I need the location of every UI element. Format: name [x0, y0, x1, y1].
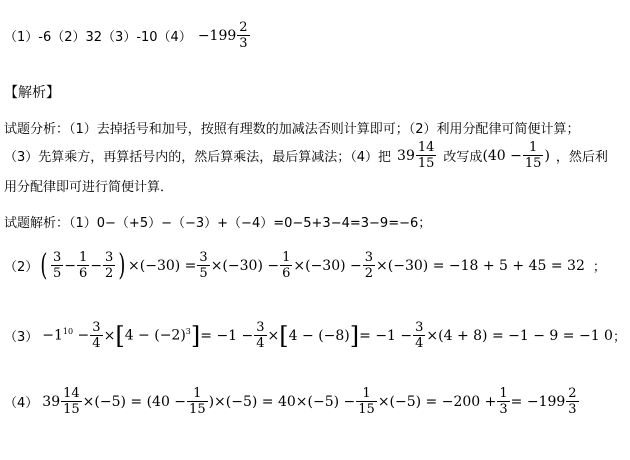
answer-frac-num: 2	[239, 20, 248, 35]
answer-value: −199	[197, 27, 237, 44]
equation-3: （3） $-1^{10}$ − $\frac{3}{4}$ × [ $4 - (-2)^3$ ] = −1 − $\frac{3}{4}$ × [ 4 − (−8) ] = −1 − $\frac{3}{4}$ ×(4 + 8) = −1 − 9 = −1 0 ；	[4, 320, 626, 351]
eq3-label: （3）	[4, 330, 39, 345]
answer-prefix: （1）-6（2）32（3）-10（4）	[4, 30, 192, 45]
section-title: 【解析】	[4, 85, 60, 101]
analysis-line-1: 试题分析：（1）去掉括号和加号，按照有理数的加减法否则计算即可；（2）利用分配律可简便计算；	[4, 122, 580, 137]
analysis-frac2-num: 1	[523, 140, 544, 156]
eq4-label: （4）	[4, 396, 39, 411]
analysis-frac-num: 14	[417, 140, 435, 155]
analysis-line-2-b: 改写成	[443, 150, 483, 165]
equation-2: （2） ( $\frac{3}{5}$ − $\frac{1}{6}$ − $\frac{3}{2}$ ) ×(−30) = $\frac{3}{5}$ ×(−30) − $\frac{1}{6}$ ×(−30) − $\frac{3}{2}$ ×(−30) = −18 + 5 + 45 = 32 ；	[4, 247, 606, 283]
eq2-end: ；	[592, 260, 606, 275]
eq3-end: ；	[612, 330, 626, 345]
analysis-paren-open: (40 −	[482, 147, 522, 164]
analysis-mixed-int: 39	[397, 147, 415, 164]
analysis-frac-2	[523, 140, 544, 171]
solution-line-1: 试题解析：（1）0−（+5）−（−3）+（−4）=0−5+3−4=3−9=−6；	[4, 216, 432, 231]
analysis-frac-den: 15	[417, 156, 435, 171]
eq2-paren-right: )	[118, 247, 126, 283]
analysis-line-3: 用分配律即可进行简便计算．	[4, 180, 174, 195]
answer-fraction	[237, 20, 249, 51]
equation-4: （4） 39 $\frac{14}{15}$ ×(−5) = (40 − $\frac{1}{15}$ )×(−5) = 40×(−5) − $\frac{1}{15}$ ×(−5) = −200 + $\frac{1}{3}$ = −199 $\frac{2}{3}$	[4, 386, 577, 417]
analysis-line-2-f: ，然后利	[555, 150, 608, 165]
analysis-mixed-frac	[416, 140, 437, 171]
analysis-line-2	[4, 140, 608, 171]
answer-line	[4, 20, 251, 51]
analysis-line-2-a: （3）先算乘方，再算括号内的，然后算乘法，最后算减法；（4）把	[4, 150, 392, 165]
answer-frac-den: 3	[239, 36, 248, 51]
eq2-paren-left: (	[40, 247, 48, 283]
analysis-frac2-den: 15	[524, 156, 542, 171]
analysis-paren-close: )	[544, 147, 550, 164]
eq2-label: （2）	[4, 260, 39, 275]
